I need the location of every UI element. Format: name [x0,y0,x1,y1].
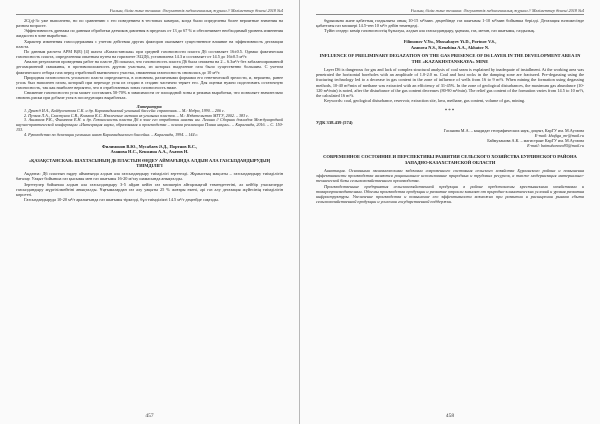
contributor-line: Баймуханова А.К. – магистрант КарГУ им. М.Ауэзова [487,138,584,144]
intro-paragraph: Эффективность дренажа по данным обработки датчиков давления в пределах от 13 до 67 % и обеспечивает необходимый уровень изменения жидкости в зоне выработки. [16,28,283,39]
contributor-email: E-mail: baimuhanova95@mail.ru [527,143,584,149]
page-number-left: 457 [145,413,154,419]
authors-line: Филимонов В.Ю., Мусабаев Ә.Д., Портнов В.С., [101,144,198,150]
english-authors-line: Azanova N.S., Kenzhina A.A., Akhatov N. [410,44,490,50]
contributor-line: Гасанова М.А. – кандидат географических наук, доцент, КарГУ им. М.Ауэзова [443,128,584,134]
running-head: Ғылым, білім және техника: Әлеуметтік педагогикалық журнал // Мәліметтер дізгені 2018 №4 [316,8,584,15]
reference-item: 1. Дрижд И.А., Байдусеитова С.К. и др. Карагандинский угольный бассейн: справочник. – М.: Недра, 1990. – 206 с. [24,107,225,113]
page-number-right: 458 [445,413,455,419]
russian-article-title: СОВРЕМЕННОЕ СОСТОЯНИЕ И ПЕРСПЕКТИВЫ РАЗВИТИЯ СЕЛЬСКОГО ХОЗЯЙСТВА БУРЛИНСКОГО РАЙОНА ЗАПАДНО-КАЗАХСТАНСКОЙ ОБЛАСТИ [323,154,577,165]
russian-paragraph: Производственные предприятия сельскохозяйственной продукции в районе представлены крестьянскими хозяйствами и товаропроизводителями. Объемы производства продукции и развитие отрасли зависят от природно-климатических условий и уровня развития инфраструктуры. Увеличение производства и повышение его эффективности возможно при развитии и расширении рынков сбыта сельскохозяйственной продукции и усилении государственной поддержки. [316,183,584,205]
intro-paragraph: По данным расчета АРМ В(Е) [4] шахта «Казахстанская» при средней газоносности пласта Д6 составляет 16±0.5. Однако фактическая газоносность пласта, определенная опытным путем на горизонте Э22Д6, установлена 14.3 и составляет от 14.5 до 16±0.5 м³/т. [16,48,283,60]
reference-item: 4. Руководство по дегазации угольных шахт Карагандинского бассейна. – Караганда, 1994. – 144 с. [24,132,199,138]
udc-code: УДК 338.439 (574) [316,120,353,126]
english-keywords: Keywords: coal, geological disturbance, reservoir, extraction site, lava, methane, gas content, volume of gas, mining. [324,98,526,103]
english-article-title: INFLUENCE OF PRELIMINARY DEGAZATION ON THE GAS PRESENCE OF D6 LAYER IN THE DEVELOPMENT AREA IN THE «KAZAKHSTANSKAYA» MINE [319,53,581,64]
right-page [300,0,600,424]
intro-paragraph: Природная газоносность угольного пласта определяется, в основном, различными формами его генетической зрелости, и, вероятно, ранее уголь был наполнен газом, который при переходе угля из стадии в стадию частично теряет его. Для оценки нужно подготовить остаточную газоносность, так как наиболее вероятно, что в отработанных зонах газоносность ниже. [16,74,283,91]
running-head: Ғылым, білім және техника: Әлеуметтік педагогикалық журнал // Мәліметтер дізгені 2018 №4 [16,8,283,15]
contributor-email: E-mail: khafiga_mr@mail.ru [534,133,584,139]
kazakh-paragraph: Зерттеулер бойынша алдын ала газсыздандыру 3-5 айдан кейін газ мөлшерін айтарлықтай төмендететіні, ал кейбір учаскелерде газсыздандыру жүргізілмейтіні анықталды. Ұңғымалардан газ алу уақыты 25 % жоғары екені, әрі газ алу дегазация жүйесінің тиімділігін көрсетті. [16,181,283,197]
intro-paragraph: Снижение газоносности угля может составлять 50-70% в зависимости от площадной зоны и режима выработки, что позволяет значительно снизить риски при добыче угля в последующих выработках. [16,90,283,101]
intro-paragraph: Характер изменения газосодержания с учетом действия других факторов оказывает существенное влияние на эффективность дегазации пласта. [16,38,283,49]
intro-paragraph: Анализ результатов проведения работ на пласте Д6 показал, что газоносность пласта Д6 была снижена на 2 – 6.3м³/т без забалансированной дегазационной скважины, в противоположность другим участкам, из которых выделение газа было существенно большим. С учетом фактического отбора газа перед отработкой выемочного участка, сниженная газоносность снизилась до 10 м³/т. [16,59,283,75]
russian-abstract: Аннотация. Основными экономическими задачами современного состояния сельского хозяйства Бурлинского района и повышения эффективности производства являются рациональное использование природных и трудовых ресурсов, а также модернизация материально-технической базы сельскохозяйственного производства. [316,168,584,184]
kazakh-paragraph: бұрышына және қабаттың газдылығы оның 10-15 м³/мин. деңгейінде газ шығымы 1-10 м³/мин бойынша берілді. Дегазация нәтижесінде қабаттағы газ мөлшері 14.5-тен 10 м³/т дейін төмендеді. [316,18,584,29]
kazakh-paragraph: Газсыздандыруда 10-20 м³/т аралығында газ шығымы тіркелді, бұл тиімділікті 14.5 м³/т деңгейде сақтады. [24,197,219,203]
kazakh-keywords: Түйін сөздер: көмір газоносностің бұзылуы, алдын ала газсыздандыру, ұңғыма, газ, метан, газ шығымы, газдылық. [324,28,535,34]
authors-line: Азанова Н.С., Кенжина А.А., Ахатов Н. [110,149,189,155]
english-abstract: Layer D6 is dangerous for gas and lack of complex structural analysis of coal seam is explained by inadequate of installment. At the working area was penetrated the horizontal boreholes with an amplitude of 1.0-2.0 m. Coal and host rocks in the damping zone are fractured. Pre-degassing using the fracturing technology led to a decrease in gas content in the zone of influence of wells from 16 to 9 m³/t. When mining the formation using degassing methods, 10-40 m³/min of methane was extracted with an efficiency of 31-45%. In the zone of geological disturbances, the maximum gas abundance (10-120 m³/min) is noted, after the disturbance of the gas content decreases (80-90 m³/min). The relief gas content of the formation varies from 14.5 to 10 m³/t, the calculated 16 m³/t. [316,67,584,98]
section-separator: *** [444,109,456,115]
reference-item: 3. Ашмахов Р.К., Филиппов Е.Н. и др. Газоносность пласта Д6 в зоне его отработки шахты им. Ленина // Сборник докладов Международной научно-практической конференции «Интеграция науки, образования и производства – основа реализации Плана нации». – Караганда, 2016. – С. 150-153. [16,117,283,133]
kazakh-article-title: «ҚАЗАҚСТАНСКАЯ» ШАХТАСЫНЫҢ Д6 ПЛАСТЫН ӨҢДЕУ АЙМАҒЫНДА АЛДЫН АЛА ГАЗСЫЗДАНДЫРУДЫҢ ТИІМДІЛІГІ [28,157,271,168]
kazakh-paragraph: Аңдатпа: Д6 пластын өңдеу аймағында алдын ала газсыздандыру тиімділігі зерттелді. Жұмыстың мақсаты – газсыздандыру тиімділігін бағалау. Уақыт бойынша газ қысымы мен газ шығымы 16-20 м/тәу шамасында анықталды. [16,171,283,182]
intro-paragraph: 2С(д)-3с уже выполнено, но по сравнению с его поведением в тестовых камерах, когда были определены более вероятные значения на разном возрасте. [16,18,283,29]
english-authors-line: Filimonov V.Yu., Mussabayev Yi.D., Portnov V.S., [403,39,497,45]
references-title: Литература: [136,103,163,109]
reference-item: 2. Пучков Л.А., Сластунов С.В., Коликов К.С. Извлечение метана из угольных пластов. – М.: Издательство МГГУ, 2002. – 383 с. [24,112,250,118]
